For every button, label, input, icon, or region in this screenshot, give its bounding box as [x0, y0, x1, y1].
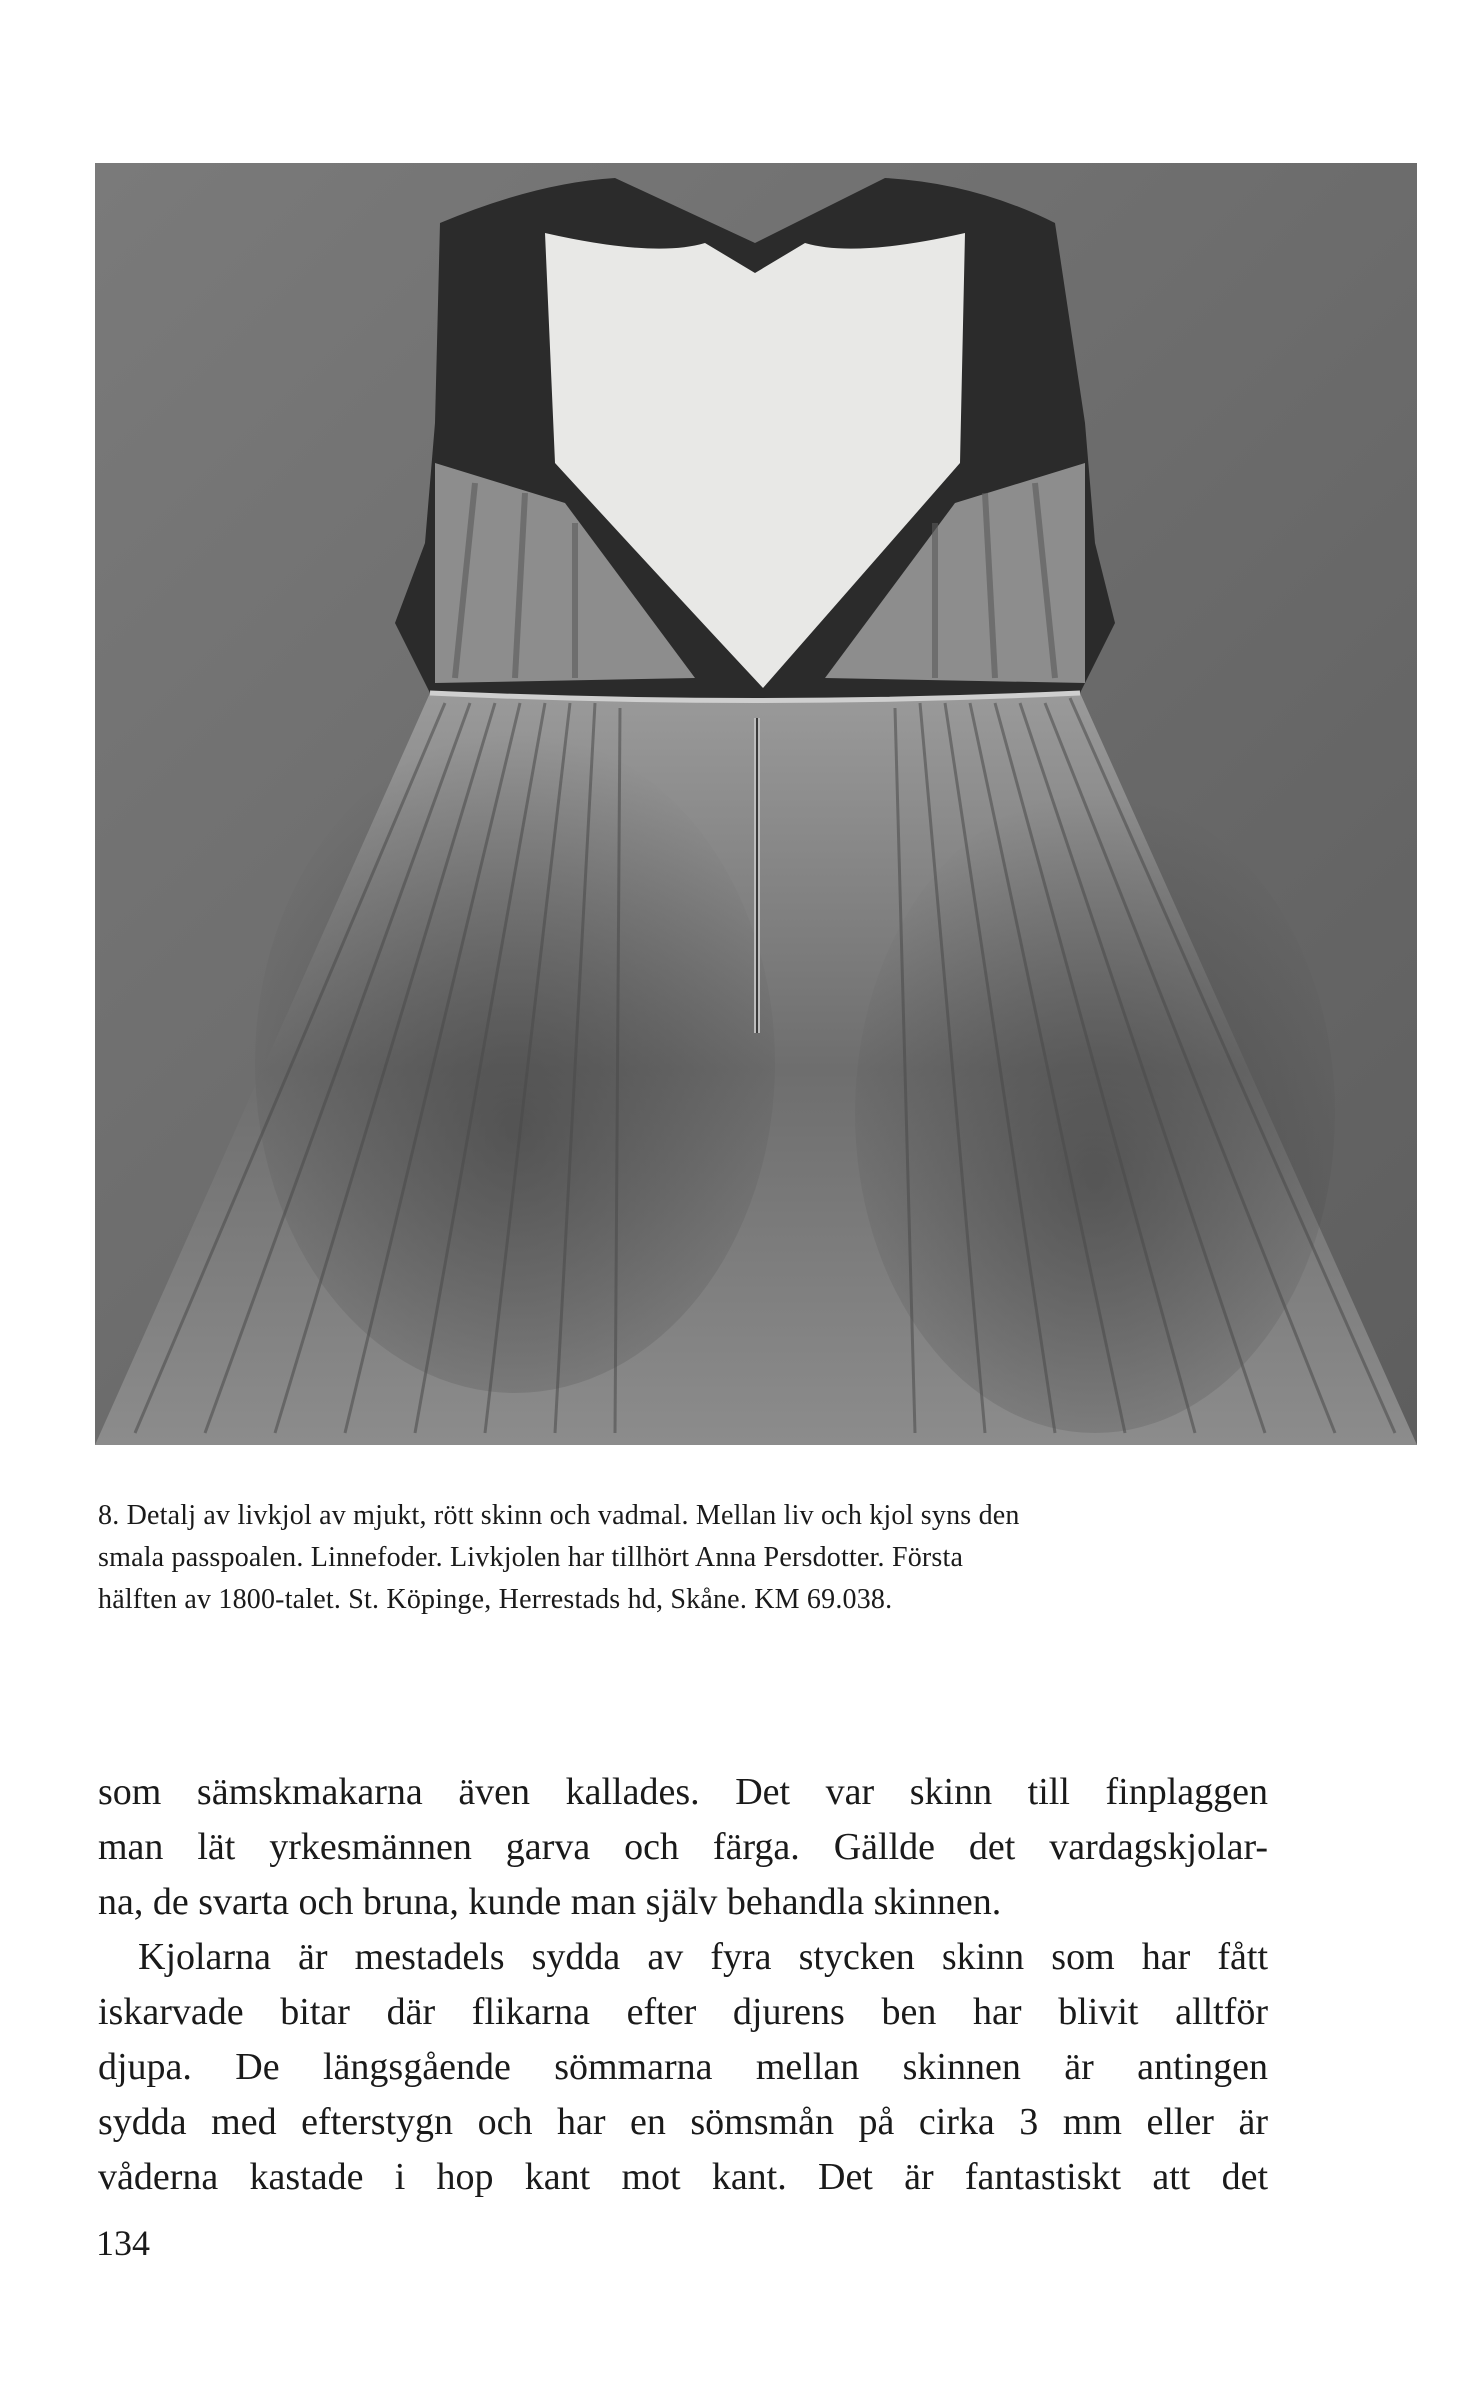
- caption-line: 8. Detalj av livkjol av mjukt, rött skinn och vadmal. Mellan liv och kjol syns den: [98, 1500, 1020, 1531]
- body-line: våderna kastade i hop kant mot kant. Det är fantastiskt att det: [98, 2156, 1268, 2198]
- body-line: djupa. De längsgående sömmarna mellan skinnen är antingen: [98, 2046, 1268, 2088]
- body-line: na, de svarta och bruna, kunde man själv behandla skinnen.: [98, 1881, 1002, 1923]
- livkjol-illustration: [95, 163, 1417, 1445]
- body-line: man lät yrkesmännen garva och färga. Gällde det vardagskjolar-: [98, 1826, 1268, 1868]
- figure-caption: [98, 1495, 1328, 1621]
- caption-line: hälften av 1800-talet. St. Köpinge, Herrestads hd, Skåne. KM 69.038.: [98, 1584, 893, 1615]
- body-line: iskarvade bitar där flikarna efter djurens ben har blivit alltför: [98, 1991, 1268, 2033]
- body-line: sydda med efterstygn och har en sömsmån på cirka 3 mm eller är: [98, 2101, 1268, 2143]
- garment-photograph: [95, 163, 1417, 1445]
- caption-line: smala passpoalen. Linnefoder. Livkjolen har tillhört Anna Persdotter. Första: [98, 1542, 964, 1573]
- body-text: [98, 1765, 1268, 2205]
- body-line: som sämskmakarna även kallades. Det var skinn till finplaggen: [98, 1771, 1268, 1813]
- page-number: 134: [96, 2223, 150, 2263]
- body-line: Kjolarna är mestadels sydda av fyra stycken skinn som har fått: [138, 1936, 1268, 1978]
